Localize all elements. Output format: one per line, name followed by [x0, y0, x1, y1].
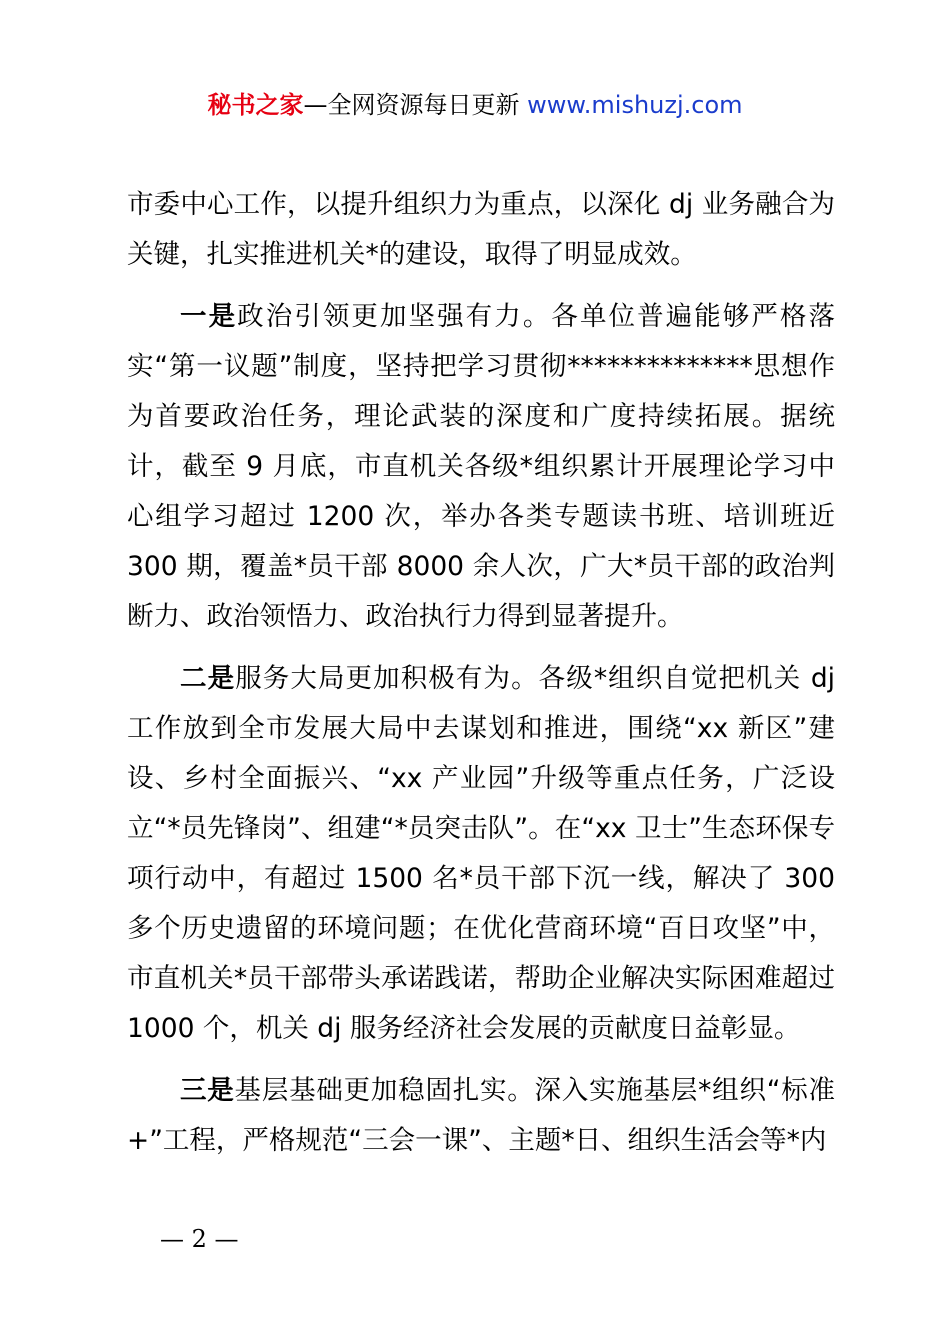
paragraph-text: 服务大局更加积极有为。各级*组织自觉把机关 dj 工作放到全市发展大局中去谋划和推进，围绕“xx 新区”建设、乡村全面振兴、“xx 产业园”升级等重点任务，广泛设立“*员先锋岗”、组建“*员突击队”。在“xx 卫士”生态环保专项行动中，有超过 1500 名*员干部下沉一线，解决了 300 多个历史遗留的环境问题；在优化营商环境“百日攻坚”中，市直机关*员干部带头承诺践诺，帮助企业解决实际困难超过 1000 个，机关 dj 服务经济社会发展的贡献度日益彰显。	[127, 663, 836, 1044]
watermark-header	[0, 88, 950, 122]
paragraph-intro-continuation	[127, 180, 835, 280]
brand-name: 秘书之家	[207, 91, 304, 119]
paragraph-text: 基层基础更加稳固扎实。深入实施基层*组织“标准+”工程，严格规范“三会一课”、主题*日、组织生活会等*内	[127, 1075, 835, 1156]
paragraph-point-one	[127, 292, 835, 642]
site-url-link[interactable]: www.mishuzj.com	[527, 91, 743, 119]
paragraph-point-two	[127, 654, 835, 1054]
paragraph-text: 市委中心工作，以提升组织力为重点，以深化 dj 业务融合为关键，扎实推进机关*的建设，取得了明显成效。	[127, 189, 835, 270]
paragraph-lead: 一是	[180, 301, 238, 332]
paragraph-point-three	[127, 1066, 835, 1166]
brand-slogan: —全网资源每日更新	[303, 91, 528, 119]
paragraph-lead: 二是	[180, 663, 236, 694]
paragraph-text: 政治引领更加坚强有力。各单位普遍能够严格落实“第一议题”制度，坚持把学习贯彻**************思想作为首要政治任务，理论武装的深度和广度持续拓展。据统计，截至 9 月底，市直机关各级*组织累计开展理论学习中心组学习超过 1200 次，举办各类专题读书班、培训班近 300 期，覆盖*员干部 8000 余人次，广大*员干部的政治判断力、政治领悟力、政治执行力得到显著提升。	[127, 301, 836, 632]
page-number: — 2 —	[160, 1225, 239, 1253]
document-body	[127, 180, 835, 1178]
paragraph-lead: 三是	[180, 1075, 235, 1106]
